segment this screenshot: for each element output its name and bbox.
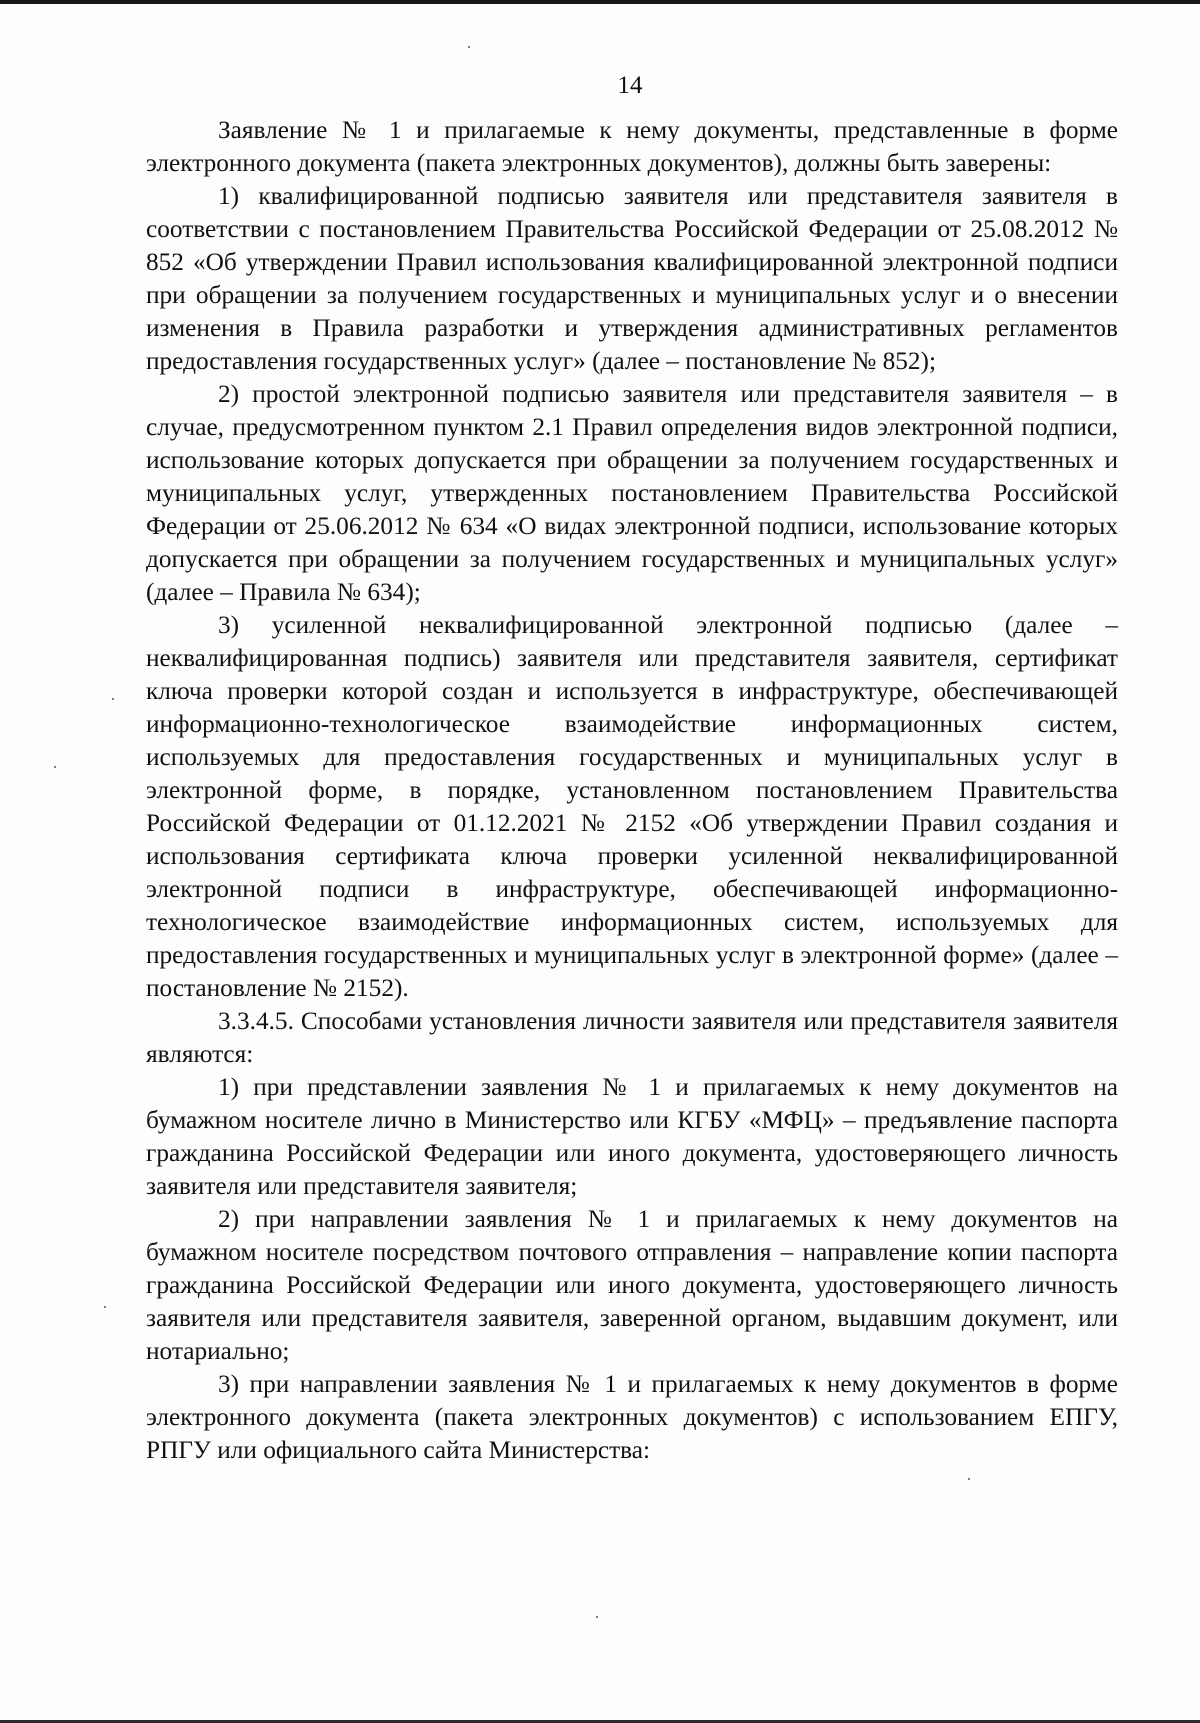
scan-speck	[468, 46, 470, 48]
paragraph-identity-item-1: 1) при представлении заявления № 1 и прилагаемых к нему документов на бумажном носителе лично в Министерство или КГБУ «МФЦ» – предъявление паспорта гражданина Российской Федерации или иного документа, удостоверяющего личность заявителя или представителя заявителя;	[146, 1073, 1118, 1200]
paragraph-item-2-simple-signature: 2) простой электронной подписью заявителя или представителя заявителя – в случае, предусмотренном пунктом 2.1 Правил определения видов электронной подписи, использование которых допускается при обращении за получением государственных и муниципальных услуг, утвержденных постановлением Правительства Российской Федерации от 25.06.2012 № 634 «О видах электронной подписи, использование которых допускается при обращении за получением государственных и муниципальных услуг» (далее – Правила № 634);	[146, 380, 1118, 606]
paragraph-section-3-3-4-5: 3.3.4.5. Способами установления личности заявителя или представителя заявителя являются:	[146, 1007, 1118, 1068]
paragraph-identity-item-2: 2) при направлении заявления № 1 и прилагаемых к нему документов на бумажном носителе посредством почтового отправления – направление копии паспорта гражданина Российской Федерации или иного документа, удостоверяющего личность заявителя или представителя заявителя, заверенной органом, выдавшим документ, или нотариально;	[146, 1205, 1118, 1365]
paragraph-item-3-unqualified-signature: 3) усиленной неквалифицированной электронной подписью (далее – неквалифицированная подпись) заявителя или представителя заявителя, сертификат ключа проверки которой создан и используется в инфраструктуре, обеспечивающей информационно-технологическое взаимодействие информационных систем, используемых для предоставления государственных и муниципальных услуг в электронной форме, в порядке, установленном постановлением Правительства Российской Федерации от 01.12.2021 № 2152 «Об утверждении Правил создания и использования сертификата ключа проверки усиленной неквалифицированной электронной подписи в инфраструктуре, обеспечивающей информационно-технологическое взаимодействие информационных систем, используемых для предоставления государственных и муниципальных услуг в электронной форме» (далее – постановление № 2152).	[146, 611, 1118, 1002]
scan-speck	[596, 1616, 598, 1618]
document-body	[146, 114, 1118, 1467]
paragraph-identity-item-3: 3) при направлении заявления № 1 и прилагаемых к нему документов в форме электронного документа (пакета электронных документов) с использованием ЕПГУ, РПГУ или официального сайта Министерства:	[146, 1370, 1118, 1464]
paragraph-intro: Заявление № 1 и прилагаемые к нему документы, представленные в форме электронного документа (пакета электронных документов), должны быть заверены:	[146, 116, 1118, 177]
scan-speck	[968, 1478, 970, 1480]
paragraph-item-1-qualified-signature: 1) квалифицированной подписью заявителя или представителя заявителя в соответствии с постановлением Правительства Российской Федерации от 25.08.2012 № 852 «Об утверждении Правил использования квалифицированной электронной подписи при обращении за получением государственных и муниципальных услуг и о внесении изменения в Правила разработки и утверждения административных регламентов предоставления государственных услуг» (далее – постановление № 852);	[146, 182, 1118, 375]
scan-edge-top	[0, 0, 1200, 4]
scan-speck	[54, 766, 56, 768]
scan-speck	[104, 1306, 106, 1308]
scan-speck	[112, 698, 114, 700]
page-number: 14	[617, 72, 643, 99]
